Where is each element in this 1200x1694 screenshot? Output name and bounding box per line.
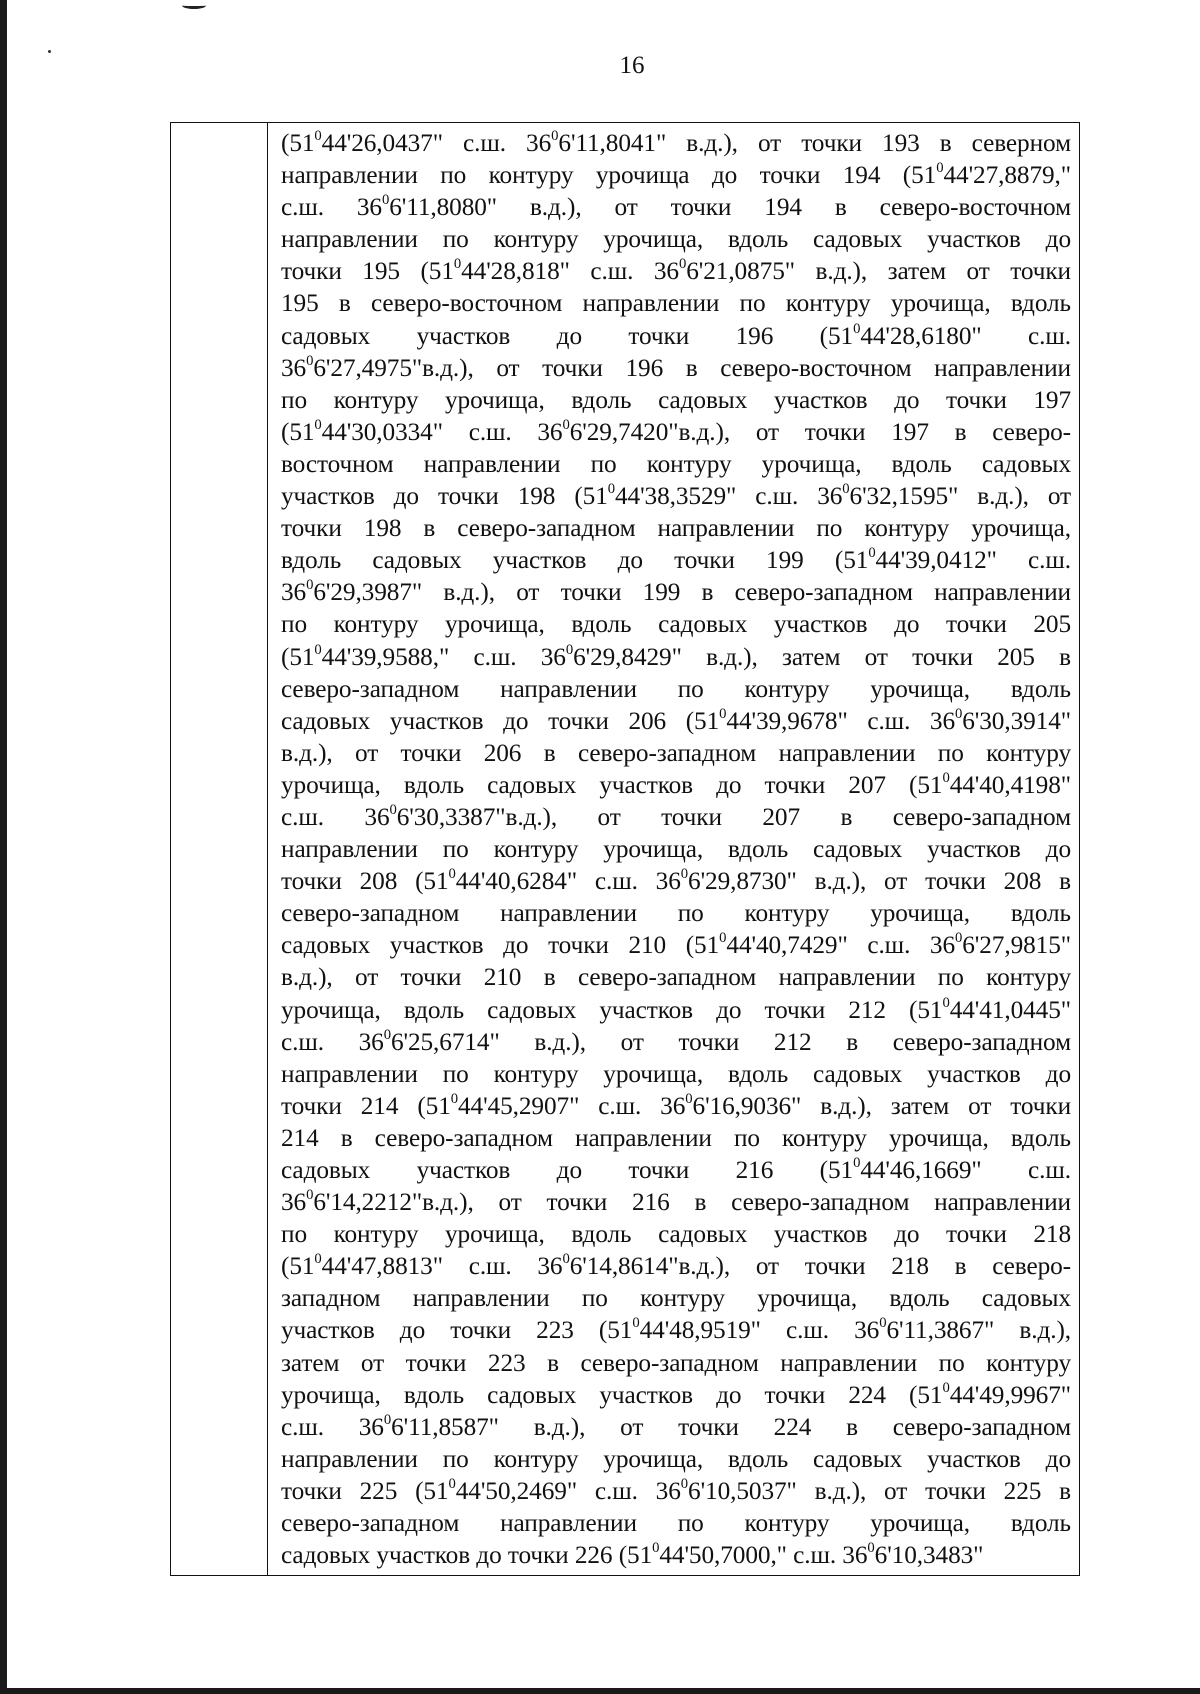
text-line: садовых участков до точки 210 ($51^044'40,7429$" с.ш. $36^06'27,9815$" xyxy=(281,930,1071,960)
text-line: $36^06'27,4975"в.д$.), от точки 196 в северо-восточном направлении xyxy=(281,352,1071,382)
text-line: точки 195 ($51^044'28,818$" с.ш. $36^06'21,0875$" в.д.), затем от точки xyxy=(281,256,1071,286)
boundary-description-text xyxy=(281,127,1071,1571)
text-line: восточном направлении по контуру урочища, вдоль садовых xyxy=(281,449,1071,478)
text-line: точки 208 ($51^044'40,6284$" с.ш. $36^06'29,8730$" в.д.), от точки 208 в xyxy=(281,866,1072,896)
text-line: урочища, вдоль садовых участков до точки 224 ($51^044'49,9967$" xyxy=(281,1379,1071,1409)
text-line: направлении по контуру урочища, вдоль садовых участков до xyxy=(281,835,1071,864)
text-line: направлении по контуру урочища до точки 194 ($51^044'27,8879$," xyxy=(281,160,1071,190)
text-line: садовых участков до точки 226 ($51^044'50,7000$," с.ш. $36^06'10,3483$" xyxy=(281,1540,984,1570)
text-line: участков до точки 198 ($51^044'38,3529$" с.ш. $36^06'32,1595$" в.д.), от xyxy=(281,481,1072,511)
text-line: ($51^044'30,0334$" с.ш. $36^06'29,7420"в.д$.), от точки 197 в северо- xyxy=(281,416,1072,446)
text-line: урочища, вдоль садовых участков до точки 207 ($51^044'40,4198$" xyxy=(281,769,1071,799)
text-line: направлении по контуру урочища, вдоль садовых участков до xyxy=(281,1059,1071,1088)
text-line: точки 214 ($51^044'45,2907$" с.ш. $36^06'16,9036$" в.д.), затем от точки xyxy=(281,1090,1072,1120)
text-line: ($51^044'47,8813$" с.ш. $36^06'14,8614"в.д$.), от точки 218 в северо- xyxy=(281,1251,1072,1281)
text-line: с.ш. $36^06'11,8080$" в.д.), от точки 194 в северо-восточном xyxy=(281,192,1071,222)
text-line: северо-западном направлении по контуру урочища, вдоль xyxy=(281,899,1071,928)
boundary-description-table xyxy=(170,122,1080,1576)
text-line: вдоль садовых участков до точки 199 ($51^044'39,0412$" с.ш. xyxy=(281,545,1071,575)
text-line: по контуру урочища, вдоль садовых участков до точки 197 xyxy=(281,385,1071,414)
text-line: с.ш. $36^06'25,6714$" в.д.), от точки 212 в северо-западном xyxy=(281,1026,1071,1056)
text-line: садовых участков до точки 206 ($51^044'39,9678$" с.ш. $36^06'30,3914$" xyxy=(281,705,1071,735)
text-line: точки 198 в северо-западном направлении по контуру урочища, xyxy=(281,514,1071,543)
text-line: по контуру урочища, вдоль садовых участков до точки 205 xyxy=(281,610,1071,639)
text-line: $36^06'29,3987$" в.д.), от точки 199 в северо-западном направлении xyxy=(281,577,1071,607)
table-column-divider xyxy=(267,123,268,1575)
text-line: участков до точки 223 ($51^044'48,9519$" с.ш. $36^06'11,3867$" в.д.), xyxy=(281,1315,1071,1345)
text-line: садовых участков до точки 196 ($51^044'28,6180$" с.ш. xyxy=(281,320,1071,350)
text-line: с.ш. $36^06'30,3387"в.д$.), от точки 207 в северо-западном xyxy=(281,801,1071,831)
text-line: северо-западном направлении по контуру урочища, вдоль xyxy=(281,674,1071,703)
text-line: урочища, вдоль садовых участков до точки 212 ($51^044'41,0445$" xyxy=(281,994,1071,1024)
text-line: 195 в северо-восточном направлении по контуру урочища, вдоль xyxy=(281,289,1071,318)
text-line: направлении по контуру урочища, вдоль садовых участков до xyxy=(281,1444,1071,1473)
text-line: западном направлении по контуру урочища, вдоль садовых xyxy=(281,1284,1071,1313)
text-line: по контуру урочища, вдоль садовых участков до точки 218 xyxy=(281,1220,1071,1249)
text-line: точки 225 ($51^044'50,2469$" с.ш. $36^06'10,5037$" в.д.), от точки 225 в xyxy=(281,1475,1072,1505)
scan-artifact-mark xyxy=(182,2,206,9)
text-line: северо-западном направлении по контуру урочища, вдоль xyxy=(281,1509,1071,1538)
text-line: ($51^044'26,0437$" с.ш. $36^06'11,8041$" в.д.), от точки 193 в северном xyxy=(281,128,1072,157)
text-line: направлении по контуру урочища, вдоль садовых участков до xyxy=(281,225,1071,254)
text-line: в.д.), от точки 206 в северо-западном направлении по контуру xyxy=(281,738,1071,767)
text-line: с.ш. $36^06'11,8587$" в.д.), от точки 224 в северо-западном xyxy=(281,1411,1071,1441)
scan-edge-bottom xyxy=(0,1688,1200,1694)
text-line: затем от точки 223 в северо-западном направлении по контуру xyxy=(281,1348,1071,1377)
text-line: ($51^044'39,9588$," с.ш. $36^06'29,8429$" в.д.), затем от точки 205 в xyxy=(281,641,1071,671)
scan-edge-left xyxy=(0,0,7,1694)
text-line: 214 в северо-западном направлении по контуру урочища, вдоль xyxy=(281,1123,1071,1152)
text-line: в.д.), от точки 210 в северо-западном направлении по контуру xyxy=(281,963,1071,992)
page-number: 16 xyxy=(619,52,645,79)
text-line: $36^06'14,2212"в.д$.), от точки 216 в северо-западном направлении xyxy=(281,1187,1071,1217)
text-line: садовых участков до точки 216 ($51^044'46,1669$" с.ш. xyxy=(281,1155,1071,1184)
